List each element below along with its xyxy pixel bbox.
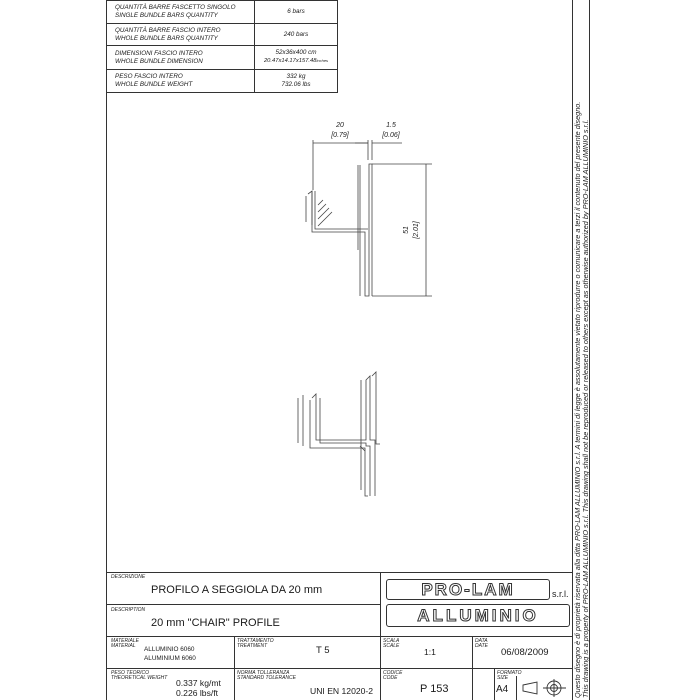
size-label: SIZE [497, 675, 509, 681]
row-label-en: SINGLE BUNDLE BARS QUANTITY [115, 12, 218, 19]
row-value: 6 bars [287, 8, 305, 15]
row-value: 332 kg [286, 73, 306, 80]
weight-imperial: 0.226 lbs/ft [176, 688, 219, 698]
row-label-it: PESO FASCIO INTERO [115, 73, 183, 80]
trattamento-label: TRATTAMENTO [237, 638, 274, 644]
notice-en: This drawing is a property of PRO-LAM ALLUMINIO s.r.l. This drawing shall not be reproduced or released to others except as otherwise authorized by PRO-LAM ALLUMINIO s.r.l. [581, 119, 590, 698]
codice-label: CODICE [383, 670, 403, 676]
dim-height-in: [2.01] [413, 221, 420, 239]
data-label: DATA [475, 638, 488, 644]
title-block [106, 572, 573, 700]
row-value: 240 bars [283, 31, 309, 38]
scale-label: SCALE [383, 643, 400, 649]
materiale-label: MATERIALE [111, 638, 139, 644]
standard-value: UNI EN 12020-2 [310, 686, 374, 696]
weight-metric: 0.337 kg/mt [176, 678, 221, 688]
description-en: 20 mm "CHAIR" PROFILE [151, 617, 280, 629]
code-value: P 153 [420, 683, 449, 695]
row-label-en: WHOLE BUNDLE BARS QUANTITY [115, 35, 218, 42]
treatment-value: T 5 [316, 645, 330, 656]
row-label-en: WHOLE BUNDLE WEIGHT [115, 81, 193, 88]
dim-thick-in: [0.06] [382, 132, 400, 139]
notice-it: Questo disegno è di proprietà riservata alla ditta PRO-LAM ALLUMINIO s.r.l. A termini di legge è assolutamente vietato riprodurre o comunicare a terzi il contenuto del presente disegno. [573, 101, 582, 698]
logo-line-1: PRO-LAM [421, 580, 515, 599]
material-en: ALUMINIUM 6060 [144, 655, 196, 662]
dim-width-mm: 20 [336, 122, 344, 129]
formato-label: FORMATO [497, 670, 522, 676]
peso-label: PESO TEORICO [111, 670, 150, 676]
company-logo [386, 575, 572, 633]
weight-label: THEORETICAL WEIGHT [111, 675, 168, 681]
row-label-it: QUANTITÀ BARRE FASCIO INTERO [115, 27, 221, 34]
size-value: A4 [496, 684, 509, 695]
standard-label: STANDARD TOLERANCE [237, 675, 296, 681]
descrizione-label: DESCRIZIONE [111, 574, 146, 580]
dim-width-in: [0.79] [331, 132, 349, 139]
description-it: PROFILO A SEGGIOLA DA 20 mm [151, 584, 323, 596]
logo-line-2: ALLUMINIO [417, 606, 539, 625]
norma-label: NORMA TOLLERANZA [237, 670, 290, 676]
treatment-label: TREATMENT [237, 643, 268, 649]
logo-srl: s.r.l. [552, 589, 569, 599]
projection-symbol-icon [521, 678, 569, 698]
row-label-en: WHOLE BUNDLE DIMENSION [115, 58, 203, 65]
row-value-2: 20.47x14.17x157.48inches [263, 58, 329, 64]
material-it: ALLUMINIO 6060 [144, 646, 195, 653]
description-label: DESCRIPTION [111, 607, 146, 613]
dim-thick-mm: 1.5 [386, 122, 396, 129]
date-label: DATE [475, 643, 488, 649]
code-label: CODE [383, 675, 398, 681]
scale-value: 1:1 [424, 647, 436, 657]
material-label: MATERIAL [111, 643, 136, 649]
row-label-it: QUANTITÀ BARRE FASCETTO SINGOLO [115, 4, 236, 11]
row-value: 52x36x400 cm [275, 49, 317, 56]
row-value-2: 732.06 lbs [281, 81, 311, 88]
date-value: 06/08/2009 [501, 647, 549, 658]
dim-height-mm: 51 [403, 226, 410, 234]
scala-label: SCALA [383, 638, 400, 644]
row-label-it: DIMENSIONI FASCIO INTERO [115, 50, 203, 57]
